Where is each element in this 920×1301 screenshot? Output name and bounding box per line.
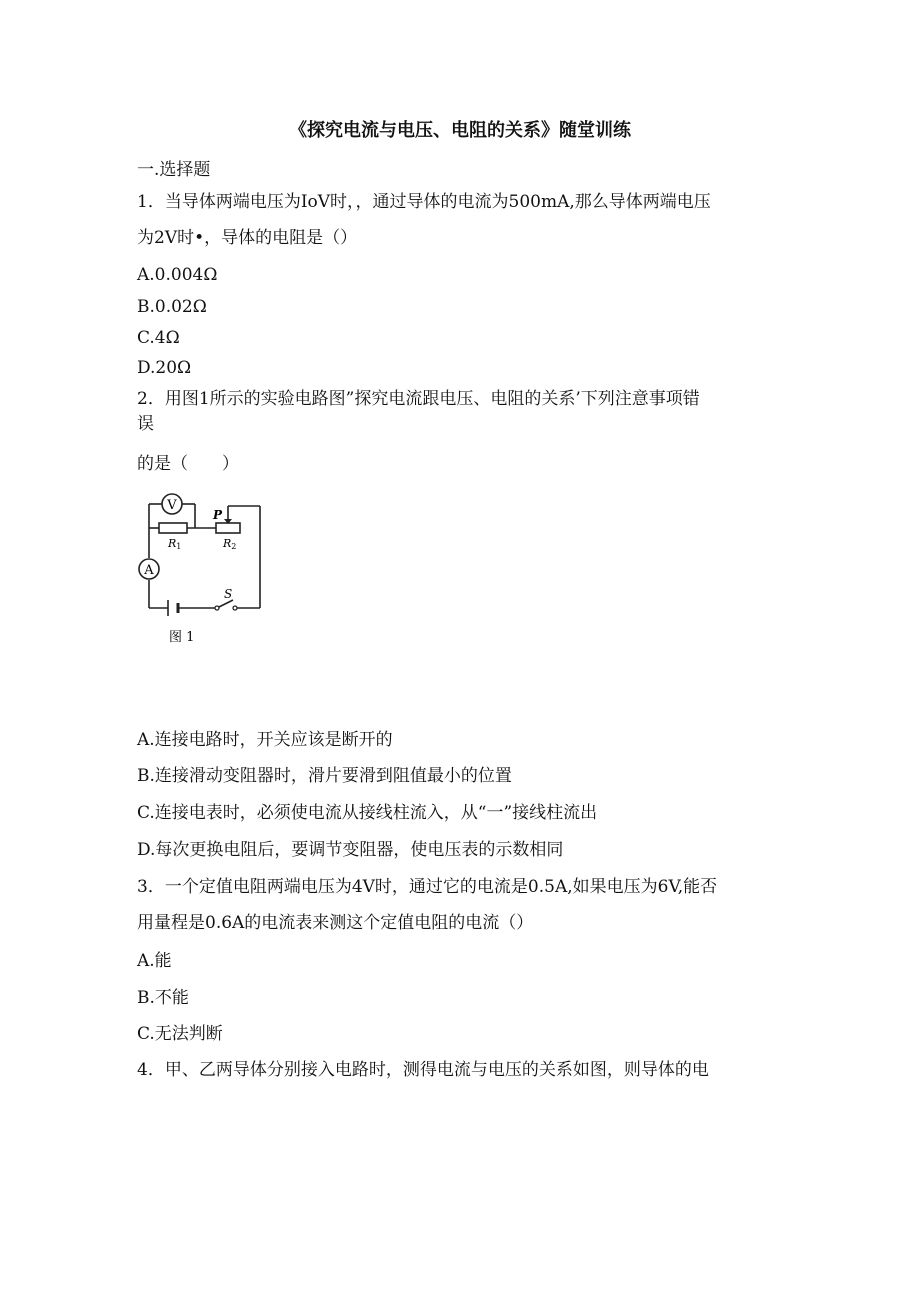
question-2-option-a: A.连接电路时，开关应该是断开的 <box>137 730 393 750</box>
document-title: 《探究电流与电压、电阻的关系》随堂训练 <box>289 120 631 141</box>
figure-caption: 图 1 <box>169 630 195 645</box>
rheostat-r2 <box>216 523 240 533</box>
resistor-r2-label: R2 <box>223 537 237 551</box>
circuit-wires <box>149 504 260 608</box>
resistor-r1 <box>159 523 187 533</box>
question-2-option-b: B.连接滑动变阻器时，滑片要滑到阻值最小的位置 <box>137 766 512 786</box>
switch-contact-left <box>215 606 219 610</box>
question-3-option-b: B.不能 <box>137 988 189 1008</box>
switch-blade <box>219 600 233 607</box>
question-2-line-3: 的是（ ） <box>137 454 239 474</box>
question-1-option-c: C.4Ω <box>137 328 180 348</box>
question-1-option-d: D.20Ω <box>137 358 192 378</box>
question-2-line-2: 误 <box>137 414 154 434</box>
question-3-option-c: C.无法判断 <box>137 1024 223 1044</box>
question-1-option-b: B.0.02Ω <box>137 297 207 317</box>
question-1-option-a: A.0.004Ω <box>137 265 218 285</box>
question-3-option-a: A.能 <box>137 951 172 971</box>
question-1-line-1: 1．当导体两端电压为IoV时，，通过导体的电流为500mA,那么导体两端电压 <box>137 192 711 212</box>
voltmeter-label: V <box>167 498 177 513</box>
question-1-line-2: 为2V时•，导体的电阻是（） <box>137 228 358 248</box>
question-4-line-1: 4．甲、乙两导体分别接入电路时，测得电流与电压的关系如图，则导体的电 <box>137 1060 709 1080</box>
switch-contact-right <box>233 606 237 610</box>
question-2-option-d: D.每次更换电阻后，要调节变阻器，使电压表的示数相同 <box>137 840 564 860</box>
question-3-line-2: 用量程是0.6A的电流表来测这个定值电阻的电流（） <box>137 913 534 933</box>
circuit-diagram <box>137 488 277 648</box>
question-2-option-c: C.连接电表时，必须使电流从接线柱流入，从“一”接线柱流出 <box>137 803 598 823</box>
section-heading: 一.选择题 <box>137 160 211 180</box>
resistor-r1-label: R1 <box>168 537 182 551</box>
question-3-line-1: 3．一个定值电阻两端电压为4V时，通过它的电流是0.5A,如果电压为6V,能否 <box>137 877 718 897</box>
question-2-line-1: 2．用图1所示的实验电路图”探究电流跟电压、电阻的关系’下列注意事项错 <box>137 389 700 409</box>
slider-label: P <box>213 508 223 522</box>
ammeter-label: A <box>144 563 154 578</box>
switch-label: S <box>224 587 233 601</box>
